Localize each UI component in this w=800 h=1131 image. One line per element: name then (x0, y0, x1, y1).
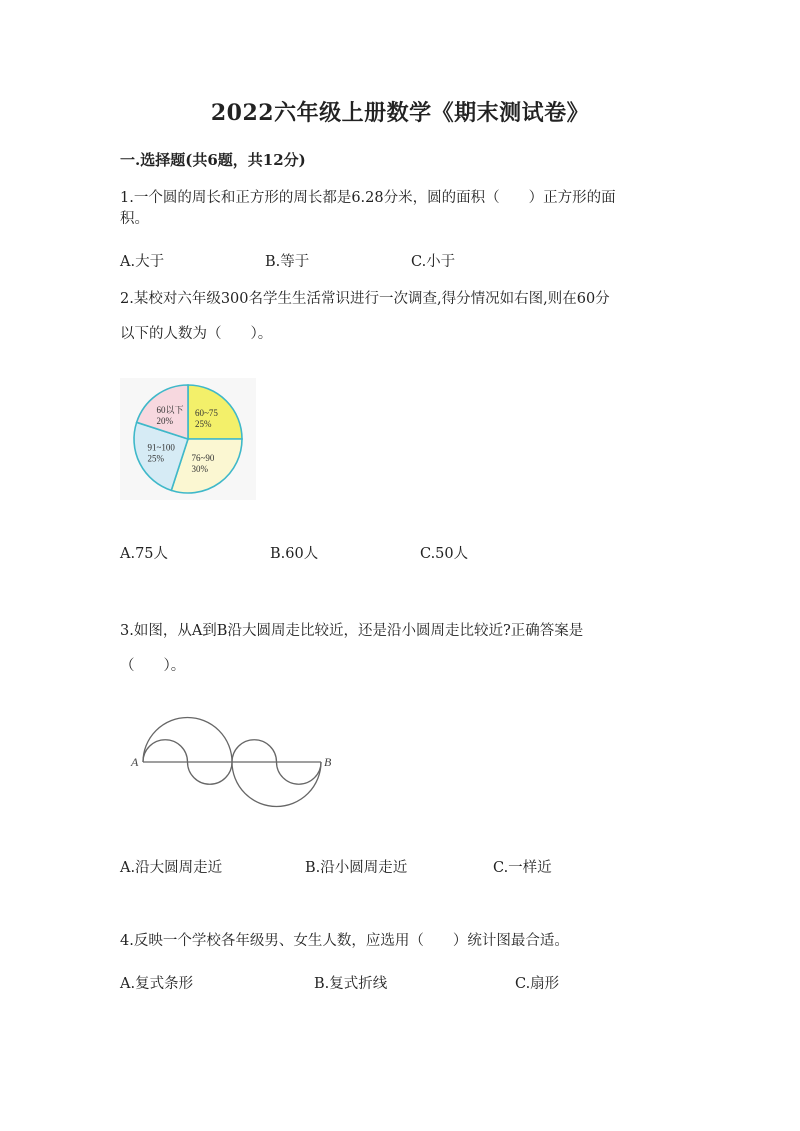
question-4-option-c[interactable]: C.扇形 (515, 976, 560, 992)
point-a-label: A (131, 755, 139, 769)
pie-slice-percent-label: 25% (147, 453, 165, 464)
question-2-option-c[interactable]: C.50人 (420, 546, 469, 562)
question-2-line-1: 2.某校对六年级300名学生生活常识进行一次调查,得分情况如右图,则在60分 (120, 291, 610, 307)
question-4-option-b[interactable]: B.复式折线 (314, 976, 388, 992)
circles-path-figure (125, 708, 340, 818)
pie-slice-range-label: 60~75 (195, 407, 218, 418)
question-3-option-c[interactable]: C.一样近 (493, 860, 552, 876)
question-1-line-2: 积。 (120, 211, 149, 227)
pie-chart (120, 378, 256, 500)
pie-slice-range-label: 76~90 (191, 453, 215, 464)
pie-slice-range-label: 60以下 (156, 404, 184, 415)
question-1-option-b[interactable]: B.等于 (265, 254, 310, 270)
question-3-option-a[interactable]: A.沿大圆周走近 (120, 860, 223, 876)
section-heading: 一.选择题(共6题，共12分) (120, 151, 306, 169)
question-1-option-c[interactable]: C.小于 (411, 254, 456, 270)
question-2-line-2: 以下的人数为（ ）。 (120, 326, 273, 342)
question-3-line-1: 3.如图，从A到B沿大圆周走比较近，还是沿小圆周走比较近?正确答案是 (120, 623, 584, 639)
question-1-line-1: 1.一个圆的周长和正方形的周长都是6.28分米，圆的面积（ ）正方形的面 (120, 190, 616, 206)
pie-slice-percent-label: 25% (195, 418, 212, 429)
question-4-option-a[interactable]: A.复式条形 (120, 976, 194, 992)
question-3-option-b[interactable]: B.沿小圆周走近 (305, 860, 408, 876)
question-2-option-a[interactable]: A.75人 (120, 546, 169, 562)
question-1-option-a[interactable]: A.大于 (120, 254, 165, 270)
question-4-line-1: 4.反映一个学校各年级男、女生人数，应选用（ ）统计图最合适。 (120, 933, 569, 949)
page-title: 2022六年级上册数学《期末测试卷》 (210, 100, 590, 126)
pie-slice-percent-label: 30% (191, 464, 208, 475)
question-2-option-b[interactable]: B.60人 (270, 546, 319, 562)
pie-slice-range-label: 91~100 (147, 442, 175, 453)
pie-slice-percent-label: 20% (156, 415, 174, 426)
point-b-label: B (324, 755, 332, 769)
question-3-line-2: （ ）。 (120, 658, 186, 674)
